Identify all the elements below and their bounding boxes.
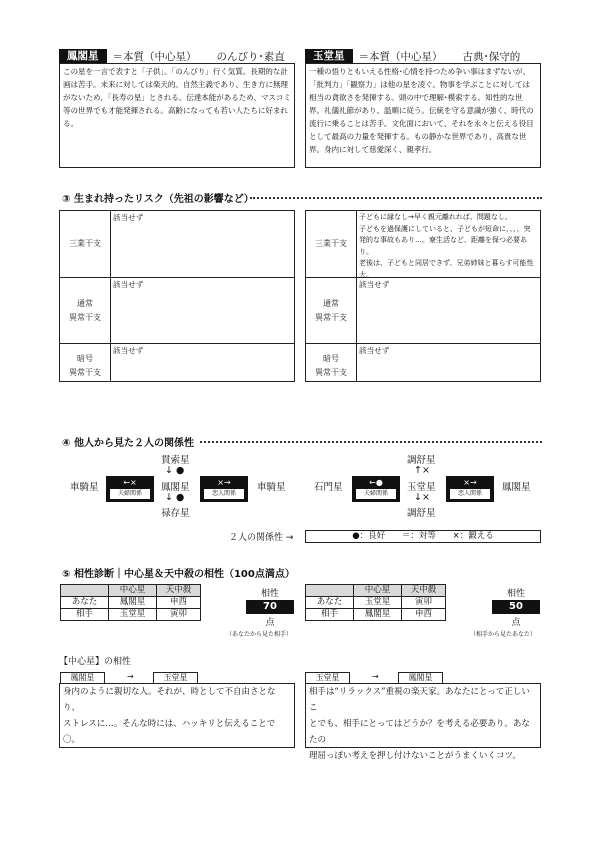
center-star-title: 【中心星】の相性	[59, 657, 132, 667]
relation-left-star: 石門星	[314, 482, 343, 493]
section-divider	[250, 197, 542, 199]
compat-cell: あなた	[61, 597, 109, 609]
star-name-badge: 鳳閣星	[59, 49, 107, 63]
spouse-relation-box	[352, 476, 400, 502]
from-star-tag: 鳳閣星	[60, 672, 105, 683]
compat-row	[306, 609, 446, 621]
compat-cell: 相手	[61, 609, 109, 621]
score-label: 相性	[260, 589, 279, 599]
risk-label	[306, 344, 357, 382]
star-keywords: のんびり･素直	[216, 50, 285, 63]
risk-label	[60, 278, 111, 344]
compat-cell: 寅卯	[157, 609, 201, 621]
arrow: →	[372, 672, 379, 681]
relation-bottom-star: 禄存星	[161, 508, 190, 519]
risk-text: 該当せず	[113, 280, 144, 289]
risk-text-line: 子どもを過保護にしていると、子どもが短命に、、、、突発的な事故もあり…。寮生活など、距離を保つ必要あり。	[359, 224, 531, 256]
risk-text: 該当せず	[113, 213, 144, 222]
compat-cell: 鳳閣星	[354, 609, 402, 621]
relation-bottom-mark: ↓ ●	[165, 492, 185, 503]
spouse-relation-box	[106, 476, 154, 502]
relation-arrow: ×→	[217, 478, 231, 487]
star-essence: ＝本質（中心星）	[358, 50, 443, 63]
score-note: （相手から見たあなた）	[470, 631, 537, 638]
compat-text-line: 理屈っぽい考えを押し付けないことがうまくいくコツ。	[309, 751, 521, 761]
risk-label-line: 三業干支	[315, 239, 347, 248]
relation-right-star: 車騎星	[257, 482, 286, 493]
risk-row	[306, 343, 540, 382]
risk-table-right	[305, 210, 541, 382]
relation-right-star: 鳳閣星	[502, 482, 531, 493]
compat-table-right	[305, 584, 446, 621]
compat-row	[61, 609, 201, 621]
risk-row	[306, 211, 540, 277]
relation-bottom-star: 調舒星	[407, 508, 436, 519]
relation-top-star: 調舒星	[407, 455, 436, 466]
risk-text: 該当せず	[113, 346, 144, 355]
risk-text-line: 老後は、子どもと同居できず、兄弟姉妹と暮らす可能性大。	[359, 259, 534, 279]
compat-header-cell	[61, 585, 109, 597]
compat-text-line: 相手は“リラックス”重視の楽天家。あなたにとって正しいこ	[309, 687, 530, 713]
star-essence: ＝本質（中心星）	[112, 50, 197, 63]
compat-header-row	[306, 585, 446, 597]
risk-label-line: 暗号	[323, 354, 339, 363]
legend-good: ●：良好	[352, 531, 386, 541]
compat-header-cell: 天中殺	[402, 585, 446, 597]
compat-header-cell	[306, 585, 354, 597]
risk-label-line: 異常干支	[315, 368, 347, 377]
star-keywords: 古典･保守的	[462, 50, 521, 63]
risk-label	[60, 211, 111, 277]
risk-label-line: 異常干支	[315, 313, 347, 322]
risk-label-line: 異常干支	[69, 368, 101, 377]
risk-text-line: 子どもに縁なし→早く親元離れれば、問題なし。	[359, 213, 512, 221]
compat-cell: 相手	[306, 609, 354, 621]
compat-header-cell: 中心星	[109, 585, 157, 597]
compat-cell: あなた	[306, 597, 354, 609]
compat-cell: 寅卯	[402, 597, 446, 609]
risk-section-title: ③ 生まれ持ったリスク（先祖の影響など）	[62, 194, 254, 205]
star-header-left	[59, 49, 285, 63]
risk-label	[306, 211, 357, 277]
compat-cell: 鳳閣星	[109, 597, 157, 609]
relation-top-mark: ↓ ●	[165, 465, 185, 476]
compat-cell: 申酉	[157, 597, 201, 609]
risk-label-line: 通常	[323, 299, 339, 308]
compat-header-cell: 中心星	[354, 585, 402, 597]
relation-label: 恋人関係	[450, 489, 490, 499]
section-divider	[200, 441, 542, 443]
compat-header-cell: 天中殺	[157, 585, 201, 597]
compat-cell: 玉堂星	[354, 597, 402, 609]
risk-label-line: 通常	[77, 299, 93, 308]
compat-text-line: ストレスに…。そんな時には、ハッキリと伝えることで〇。	[63, 719, 276, 745]
risk-label-line: 異常干支	[69, 313, 101, 322]
relation-arrow: ←●	[369, 478, 383, 487]
risk-label	[306, 278, 357, 344]
star-name-badge: 玉堂星	[305, 49, 353, 63]
risk-label-line: 三業干支	[69, 239, 101, 248]
lover-relation-box	[200, 476, 248, 502]
score-value: 50	[492, 600, 540, 614]
relation-left-star: 車騎星	[70, 482, 99, 493]
risk-text: 該当せず	[359, 346, 390, 355]
lover-relation-box	[446, 476, 494, 502]
compat-row	[61, 597, 201, 609]
relation-label: 夫婦関係	[110, 489, 150, 499]
relation-bottom-mark: ↓×	[414, 492, 430, 503]
legend-equal: ＝：対等	[401, 531, 436, 541]
risk-table-left	[59, 210, 295, 382]
center-star-compat-box-right	[305, 683, 541, 761]
to-star-tag: 玉堂星	[153, 672, 198, 683]
risk-row	[60, 277, 294, 344]
star-description: この星を一言で表すと「子供」。「のんびり」行く気質。長期的な計画は苦手。未来に対しては楽天的。自然主義であり、生き方に無理がないため、「長寿の星」とされる。伝達本能があるため、マスコミ等の世界でも才能発揮される。高齢になっても若い人たちに好まれる。	[63, 67, 291, 128]
score-note: （あなたから見た相手）	[226, 631, 293, 638]
relation-label: 恋人関係	[204, 489, 244, 499]
score-unit: 点	[265, 618, 275, 628]
risk-text: 該当せず	[359, 280, 390, 289]
star-header-right	[305, 49, 520, 63]
risk-text	[359, 212, 537, 281]
arrow: →	[127, 672, 134, 681]
risk-label-line: 暗号	[77, 354, 93, 363]
compat-table-left	[60, 584, 201, 621]
relation-center-star: 玉堂星	[407, 482, 436, 493]
risk-label	[60, 344, 111, 382]
compat-text-line: 身内のように親切な人。それが、時として不自由さとなり、	[63, 687, 276, 713]
score-unit: 点	[511, 618, 521, 628]
from-star-tag: 玉堂星	[305, 672, 350, 683]
legend-train: ×：鍛える	[452, 531, 494, 541]
compat-row	[306, 597, 446, 609]
relation-section-title: ④ 他人から見た２人の関係性	[62, 438, 194, 449]
relation-top-mark: ↑×	[414, 465, 430, 476]
center-star-compat-box-left	[59, 683, 295, 748]
compat-cell: 玉堂星	[109, 609, 157, 621]
relation-arrow: ×→	[463, 478, 477, 487]
compat-text-line: とでも、相手にとってはどうか？を考える必要あり。あなたの	[309, 719, 530, 745]
relation-arrow: ←×	[123, 478, 137, 487]
risk-row	[306, 277, 540, 344]
score-value: 70	[246, 600, 294, 614]
star-description-box-right	[305, 63, 541, 168]
relation-center-star: 鳳閣星	[161, 482, 190, 493]
relation-label: 夫婦関係	[356, 489, 396, 499]
star-description-box-left	[59, 63, 295, 168]
legend-prefix: ２人の関係性 →	[229, 533, 294, 543]
to-star-tag: 鳳閣星	[398, 672, 443, 683]
compat-header-row	[61, 585, 201, 597]
relation-top-star: 貫索星	[161, 455, 190, 466]
compat-section-title: ⑤ 相性診断｜中心星＆天中殺の相性（100点満点）	[62, 569, 295, 580]
relation-legend	[305, 530, 541, 543]
risk-row	[60, 343, 294, 382]
risk-row	[60, 211, 294, 277]
score-label: 相性	[506, 589, 525, 599]
compat-cell: 申酉	[402, 609, 446, 621]
star-description: 一種の悟りともいえる性格･心情を持つため争い事はまずないが、「批判力」「観察力」は他の星を凌ぐ。物事を学ぶことに対しては相当の貪欲さを発揮する。頭の中で理解･模索する。知性的な世界。礼儀礼節があり、温順に従う。伝統を守る意識が強く、時代の流行に乗ることは苦手。文化面において、それを永々と伝える役目として最高の力量を発揮する。もの静かな世界であり、高貴な世界。身内に対して慈愛深く、親孝行。	[309, 67, 534, 154]
